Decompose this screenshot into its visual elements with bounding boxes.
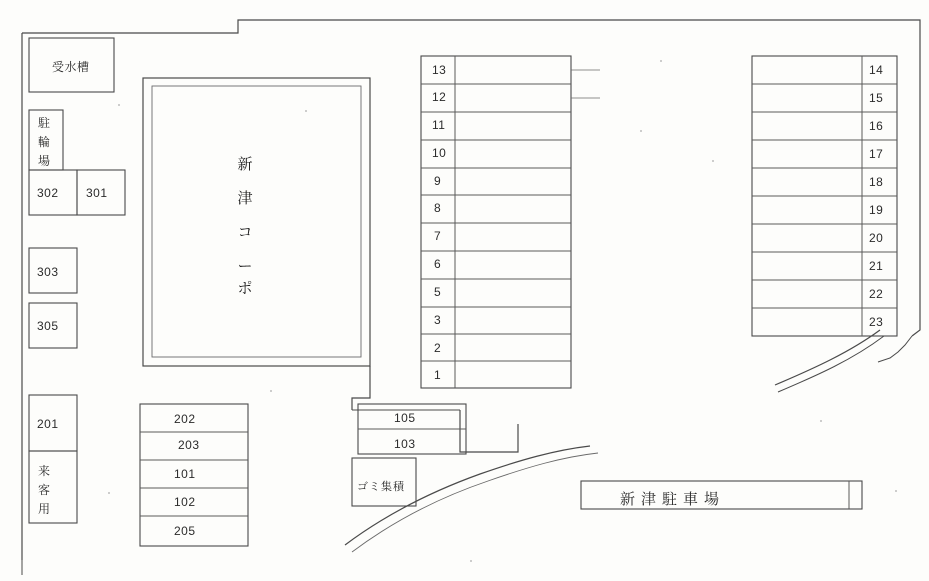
stall-12[interactable]: 12 bbox=[432, 90, 447, 104]
stall-301[interactable]: 301 bbox=[86, 186, 108, 200]
stall-9[interactable]: 9 bbox=[434, 174, 442, 188]
paper-speck bbox=[820, 420, 822, 422]
stall-20[interactable]: 20 bbox=[869, 231, 884, 245]
stall-205[interactable]: 205 bbox=[174, 524, 196, 538]
site-title-label: 新津駐車場 bbox=[620, 491, 726, 508]
stall-15[interactable]: 15 bbox=[869, 91, 884, 105]
stall-102[interactable]: 102 bbox=[174, 495, 196, 509]
stall-101[interactable]: 101 bbox=[174, 467, 196, 481]
stall-23[interactable]: 23 bbox=[869, 315, 884, 329]
stall-3[interactable]: 3 bbox=[434, 313, 442, 327]
stall-1[interactable]: 1 bbox=[434, 368, 442, 382]
building-name-char-4: ー bbox=[237, 258, 255, 275]
stall-305[interactable]: 305 bbox=[37, 319, 59, 333]
stall-21[interactable]: 21 bbox=[869, 259, 884, 273]
stall-5[interactable]: 5 bbox=[434, 285, 442, 299]
garbage-collection-label: ゴミ集積 bbox=[357, 481, 405, 493]
paper-speck bbox=[108, 492, 110, 494]
bicycle-parking-label-3: 場 bbox=[38, 154, 51, 168]
stall-2[interactable]: 2 bbox=[434, 341, 442, 355]
water-tank-label: 受水槽 bbox=[52, 60, 90, 74]
bicycle-parking-label-1: 駐 bbox=[38, 116, 51, 130]
paper-speck bbox=[305, 110, 307, 112]
building-name-char-1: 新 bbox=[237, 156, 255, 173]
paper-speck bbox=[712, 160, 714, 162]
stall-302[interactable]: 302 bbox=[37, 186, 59, 200]
bicycle-parking-label-2: 輪 bbox=[38, 135, 51, 149]
building-name-char-5: ポ bbox=[237, 280, 255, 297]
stall-17[interactable]: 17 bbox=[869, 147, 884, 161]
building-name-char-2: 津 bbox=[237, 190, 255, 207]
paper-speck bbox=[470, 560, 472, 562]
stall-14[interactable]: 14 bbox=[869, 63, 884, 77]
stall-103[interactable]: 103 bbox=[394, 437, 416, 451]
stall-13[interactable]: 13 bbox=[432, 63, 447, 77]
stall-203[interactable]: 203 bbox=[178, 438, 200, 452]
visitor-label-3: 用 bbox=[38, 502, 51, 516]
visitor-label-2: 客 bbox=[38, 483, 51, 497]
stall-105[interactable]: 105 bbox=[394, 411, 416, 425]
paper-speck bbox=[270, 390, 272, 392]
paper-speck bbox=[640, 130, 642, 132]
stall-6[interactable]: 6 bbox=[434, 257, 442, 271]
stall-19[interactable]: 19 bbox=[869, 203, 884, 217]
stall-11[interactable]: 11 bbox=[432, 118, 446, 132]
visitor-label-1: 来 bbox=[38, 464, 51, 478]
stall-18[interactable]: 18 bbox=[869, 175, 884, 189]
stall-10[interactable]: 10 bbox=[432, 146, 447, 160]
stall-22[interactable]: 22 bbox=[869, 287, 884, 301]
stall-7[interactable]: 7 bbox=[434, 229, 442, 243]
stall-8[interactable]: 8 bbox=[434, 201, 442, 215]
paper-speck bbox=[118, 104, 120, 106]
building-name-char-3: コ bbox=[237, 224, 255, 241]
stall-16[interactable]: 16 bbox=[869, 119, 884, 133]
paper-speck bbox=[660, 60, 662, 62]
stall-202[interactable]: 202 bbox=[174, 412, 196, 426]
paper-speck bbox=[895, 490, 897, 492]
stall-201[interactable]: 201 bbox=[37, 417, 59, 431]
stall-303[interactable]: 303 bbox=[37, 265, 59, 279]
